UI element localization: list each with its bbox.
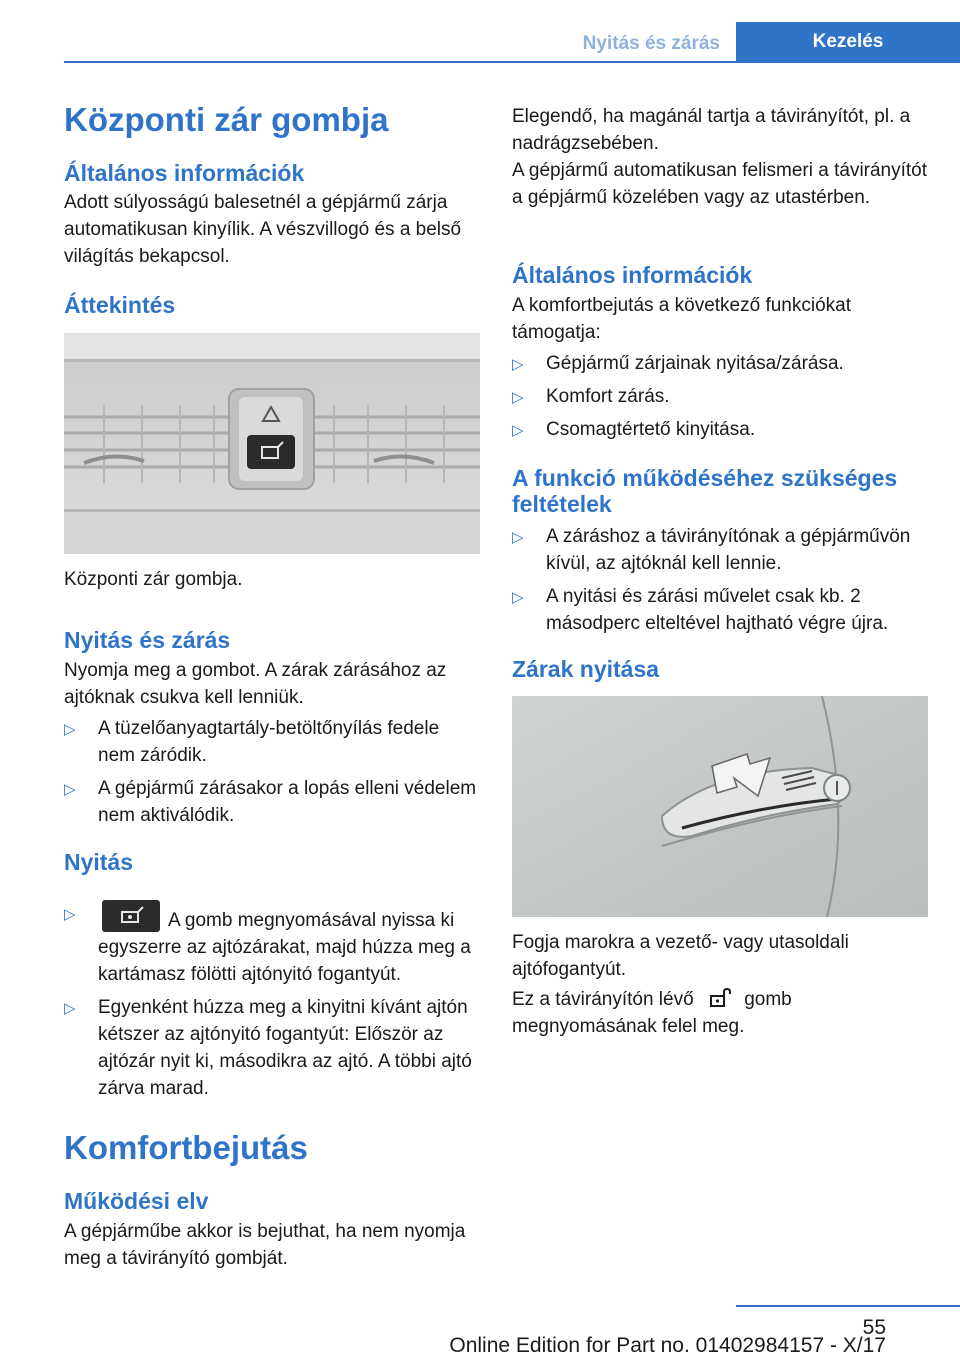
heading-open-close: Nyitás és zárás [64,627,231,653]
list-open-steps [64,900,480,1102]
header-chapter-tab[interactable]: Kezelés [736,22,960,62]
central-lock-button-illustration [64,333,480,554]
list-item: ▷ Komfort zárás. [512,383,928,410]
heading-general-info: Általános információk [64,160,305,186]
bullet-icon: ▷ [64,721,76,738]
paragraph-open-close: Nyomja meg a gombot. A zárak zárásához az ajtóknak csukva kell lenniük. [64,660,447,708]
list-conditions [512,523,928,637]
heading-unlock: Zárak nyitása [512,656,660,682]
bullet-icon: ▷ [512,389,524,406]
paragraph-supports: A komfortbejutás a következő funkciókat támogatja: [512,295,852,343]
bullet-icon: ▷ [512,589,524,606]
paragraph-detect: A gépjármű automatikusan felismeri a távirányítót a gépjármű közelében vagy az utastérben. [512,160,928,208]
bullet-icon: ▷ [512,422,524,439]
header-rule [64,61,960,63]
list-item: ▷ Egyenként húzza meg a kinyitni kívánt ajtón kétszer az ajtónyitó fogantyút: Először az ajtózár nyit ki, másodikra az ajtó. A többi ajtó zárva marad. [64,997,472,1099]
door-handle-illustration [512,696,928,917]
heading-conditions: A funkció működéséhez szükséges feltételek [512,465,898,517]
list-item: ▷ Gépjármű zárjainak nyitása/zárása. [512,350,928,377]
list-functions [512,350,928,443]
page-number: 55 [862,1316,886,1339]
list-close-notes [64,715,480,829]
heading-general-info-2: Általános információk [512,262,753,288]
heading-overview: Áttekintés [64,292,176,318]
figure-door-handle [512,696,928,917]
heading-open: Nyitás [64,849,134,875]
paragraph-equivalent-button: Ez a távirányítón lévő gomb megnyomásának felel meg. [512,989,792,1037]
list-item: ▷ A gomb megnyomásával nyissa ki egyszerre az ajtózárakat, majd húzza meg a kartámasz fölötti ajtónyitó fogantyút. [64,900,480,988]
figure-central-lock-button [64,333,480,554]
unlock-icon [705,987,733,1009]
bullet-icon: ▷ [512,529,524,546]
footer-rule [736,1305,960,1307]
figure-caption-central-lock: Központi zár gombja. [64,569,243,590]
heading-central-lock: Központi zár gombja [64,101,389,138]
unlock-button-icon [102,900,160,932]
list-item: ▷ A záráshoz a távirányítónak a gépjárművön kívül, az ajtóknál kell lennie. [512,526,911,574]
heading-principle: Működési elv [64,1188,209,1214]
bullet-icon: ▷ [64,906,76,923]
paragraph-grab-handle: Fogja marokra a vezető- vagy utasoldali ajtófogantyút. [512,932,849,980]
list-item: ▷ Csomagtértető kinyitása. [512,416,928,443]
list-item: ▷ A nyitási és zárási művelet csak kb. 2 másodperc elteltével hajtható végre újra. [512,586,889,634]
bullet-icon: ▷ [64,781,76,798]
header-section-title: Nyitás és zárás [582,33,720,54]
edition-label: Online Edition for Part no. 01402984157 - X/17 [449,1334,886,1357]
bullet-icon: ▷ [512,356,524,373]
paragraph-enough: Elegendő, ha magánál tartja a távirányítót, pl. a nadrágzsebében. [512,106,911,154]
heading-comfort-access: Komfortbejutás [64,1129,308,1166]
paragraph-general-info: Adott súlyosságú balesetnél a gépjármű zárja automatikusan kinyílik. A vészvillogó és a belső világítás bekapcsol. [64,192,462,267]
list-item: ▷ A tüzelőanyagtartály-betöltőnyílás fedele nem záródik. [64,718,440,766]
paragraph-principle: A gépjárműbe akkor is bejuthat, ha nem nyomja meg a távirányító gombját. [64,1221,466,1269]
bullet-icon: ▷ [64,1000,76,1017]
list-item: ▷ A gépjármű zárásakor a lopás elleni védelem nem aktiválódik. [64,778,477,826]
